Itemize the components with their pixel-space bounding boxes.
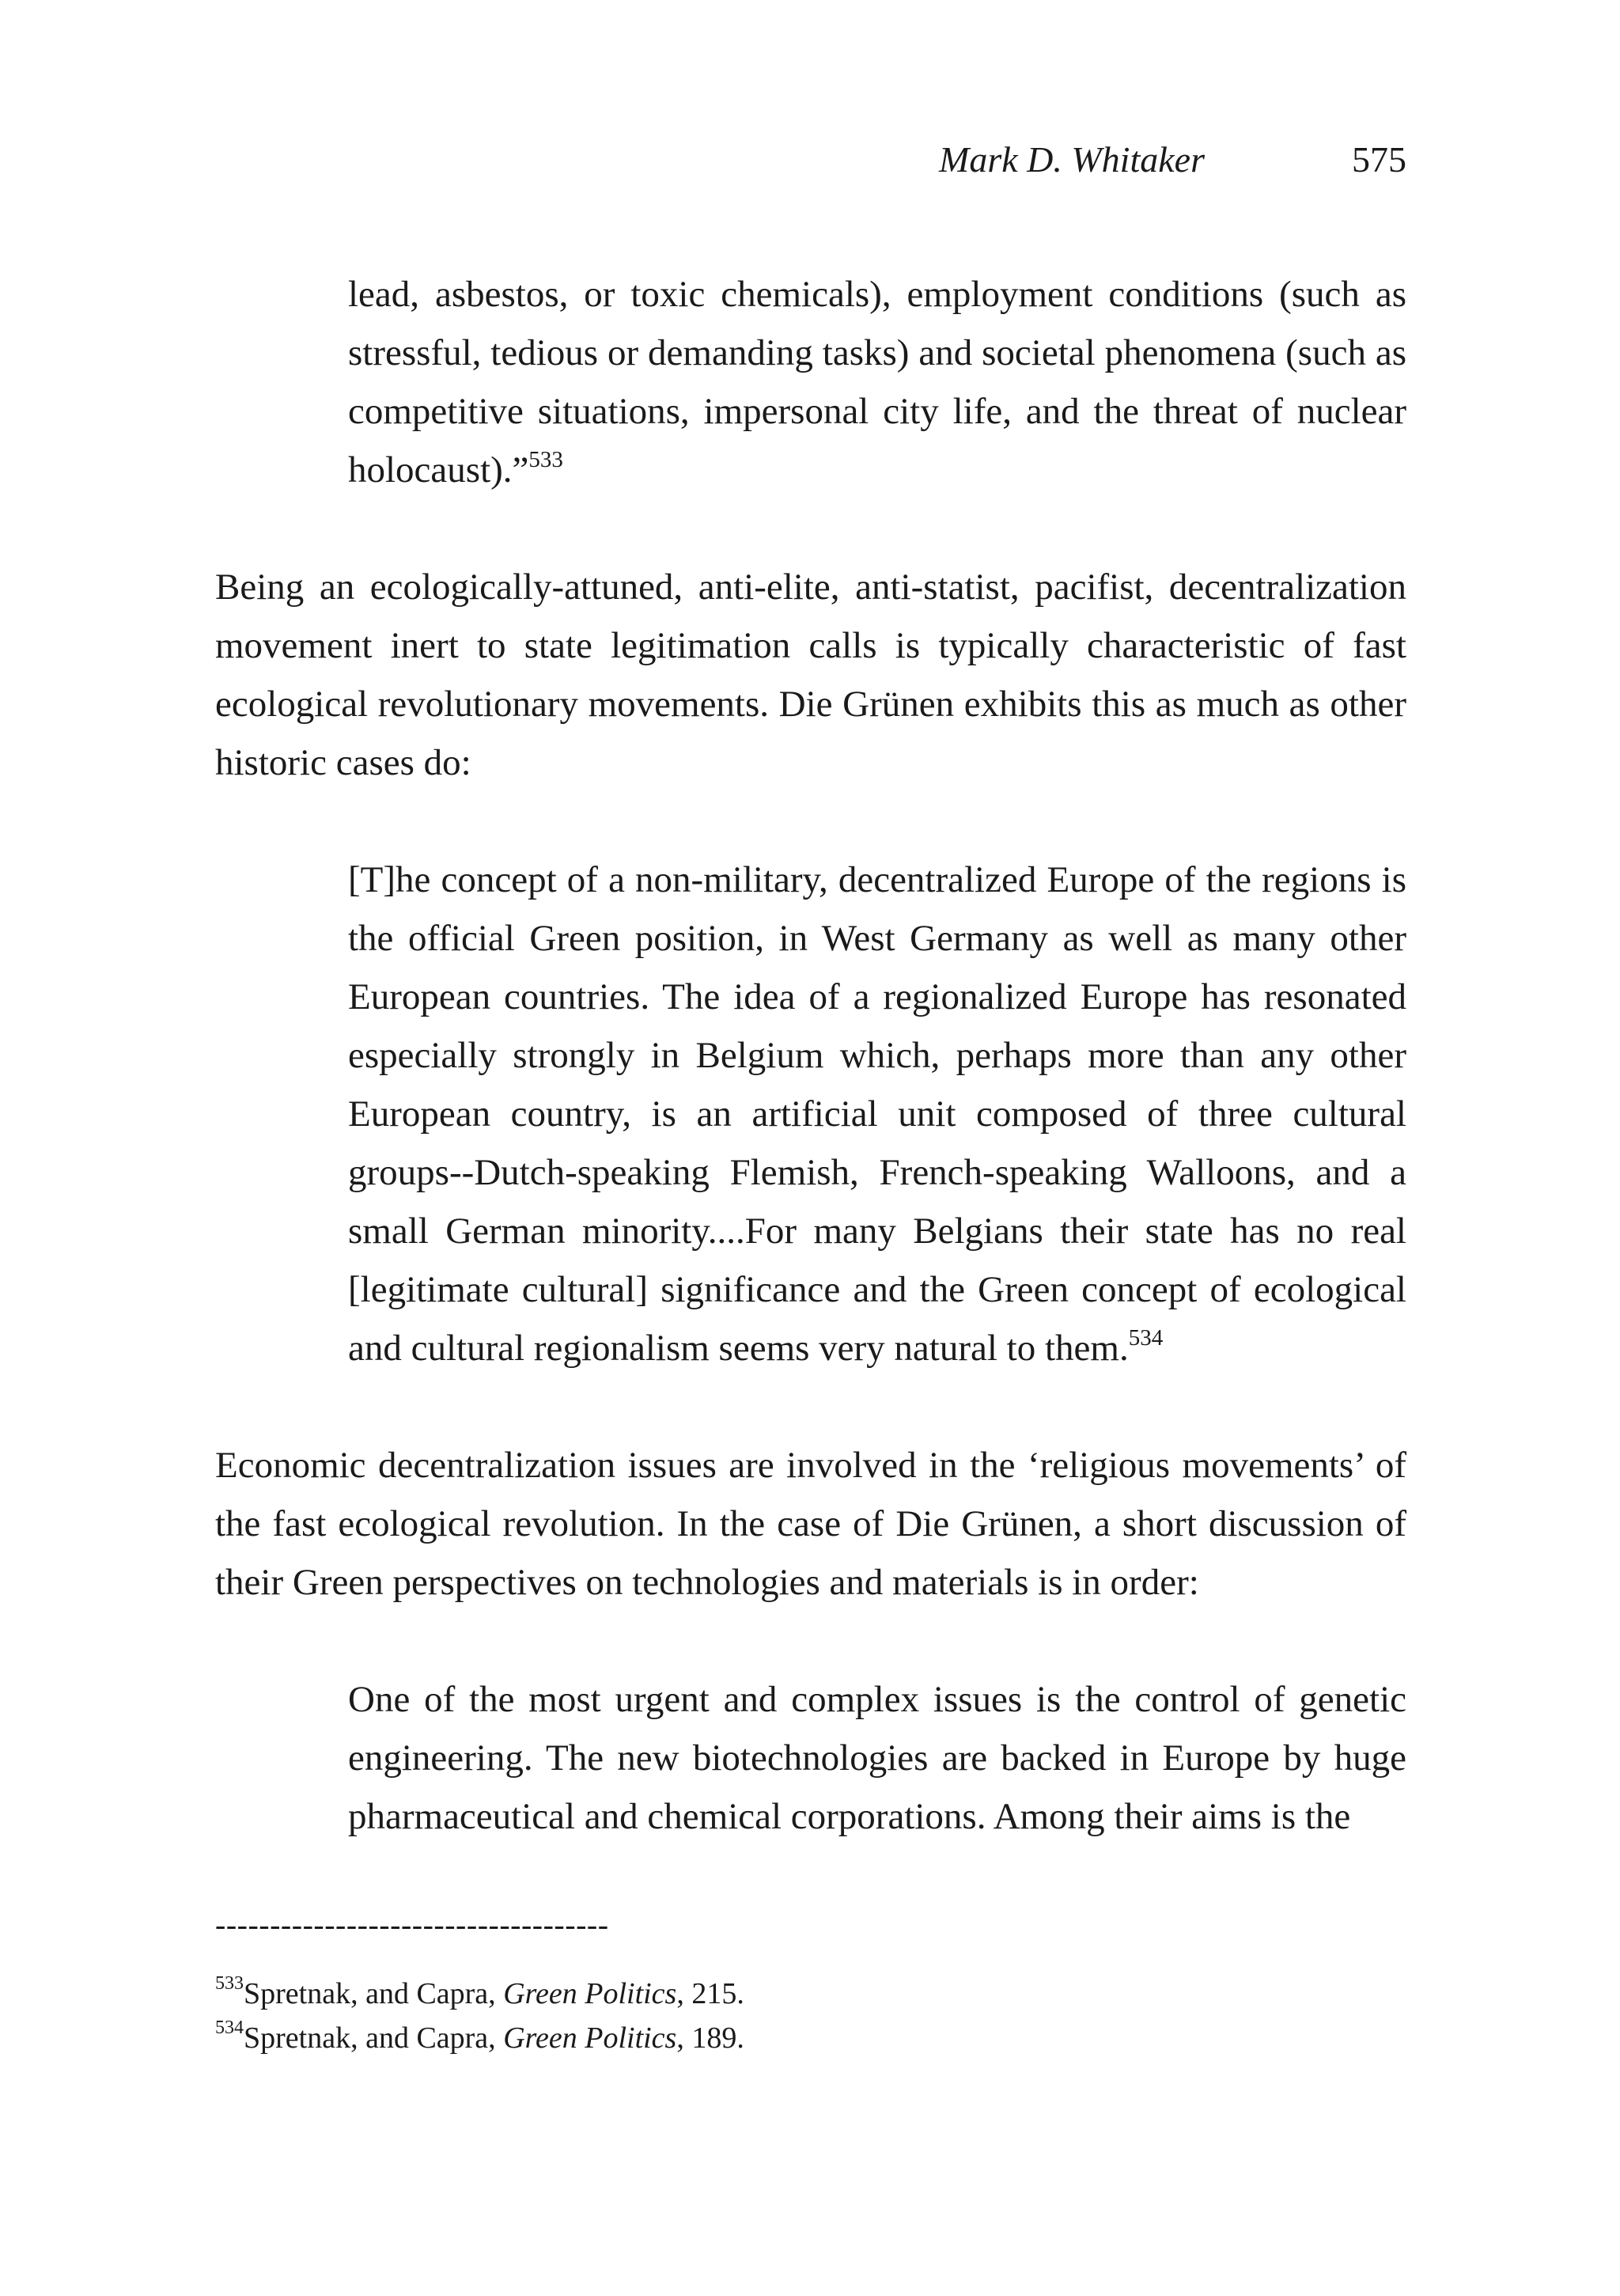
footnote-separator: ------------------------------------ <box>215 1907 609 1942</box>
running-header <box>939 136 1406 184</box>
page-number: 575 <box>1352 139 1406 180</box>
block-quote-holocaust <box>348 265 1406 499</box>
footnote-ref-533: 533 <box>528 447 563 473</box>
footnote-page: , 189. <box>676 2021 744 2055</box>
block-quote-regionalized-europe <box>348 851 1406 1377</box>
footnote-page: , 215. <box>676 1977 744 2010</box>
footnote-ref-534: 534 <box>1128 1325 1164 1351</box>
footnote-533 <box>215 1972 1406 2016</box>
body-paragraph-decentralization-movement <box>215 558 1406 792</box>
footnote-number: 533 <box>215 1973 244 1995</box>
paragraph-text: [T]he concept of a non-military, decentralized Europe of the regions is the official Green position, in West Germany as well as many other European countries. The idea of a regionalized Europe has resonated especially strongly in Belgium which, perhaps more than any other European country, is an artificial unit composed of three cultural groups--Dutch-speaking Flemish, French-speaking Walloons, and a small German minority....For many Belgians their state has no real [legitimate cultural] significance and the Green concept of ecological and cultural regionalism seems very natural to them. <box>348 859 1406 1369</box>
footnote-authors: Spretnak, and Capra, <box>244 2021 504 2055</box>
footnote-work-title: Green Politics <box>503 1977 677 2010</box>
footnote-number: 534 <box>215 2018 244 2039</box>
footnote-work-title: Green Politics <box>503 2021 677 2055</box>
block-quote-genetic-engineering <box>348 1670 1406 1846</box>
running-header-author: Mark D. Whitaker <box>939 139 1205 180</box>
footnotes <box>215 1972 1406 2060</box>
footnote-authors: Spretnak, and Capra, <box>244 1977 504 2010</box>
body-paragraph-economic-decentralization <box>215 1436 1406 1612</box>
paragraph-text: lead, asbestos, or toxic chemicals), employment conditions (such as stressful, tedious or demanding tasks) and societal phenomena (such as competitive situations, impersonal city life, and the threat of nuclear holocaust).” <box>348 274 1406 491</box>
paragraph-text: Economic decentralization issues are involved in the ‘religious movements’ of the fast ecological revolution. In the case of Die Grünen, a short discussion of their Green perspectives on technologies and materials is in order: <box>215 1445 1406 1603</box>
footnote-534 <box>215 2016 1406 2060</box>
paragraph-text: One of the most urgent and complex issues is the control of genetic engineering. The new biotechnologies are backed in Europe by huge pharmaceutical and chemical corporations. Among their aims is the <box>348 1679 1406 1837</box>
paragraph-text: Being an ecologically-attuned, anti-elite, anti-statist, pacifist, decentralization movement inert to state legitimation calls is typically characteristic of fast ecological revolutionary movements. Die Grünen exhibits this as much as other historic cases do: <box>215 566 1406 783</box>
